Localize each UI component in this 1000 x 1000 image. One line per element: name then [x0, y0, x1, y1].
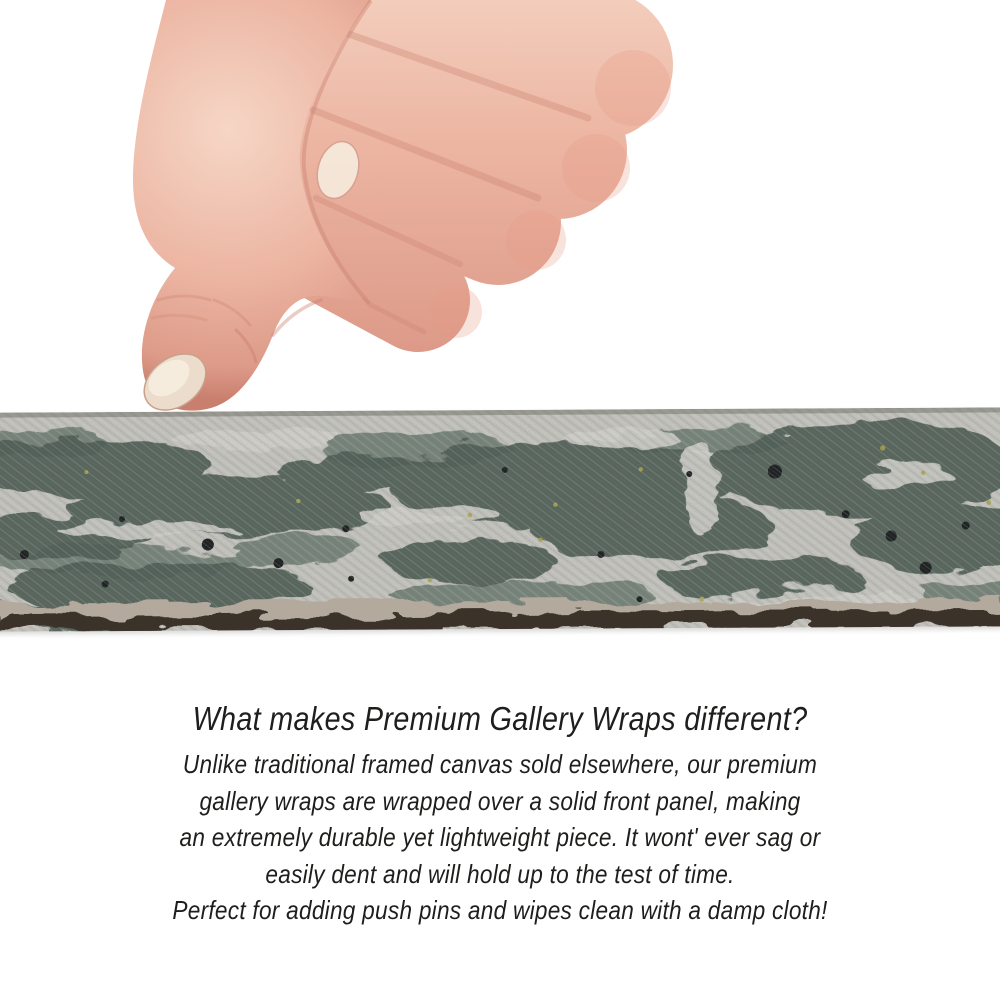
info-line: an extremely durable yet lightweight piece. It wont' ever sag or — [179, 822, 821, 852]
info-line: gallery wraps are wrapped over a solid front panel, making — [199, 785, 801, 816]
info-heading: What makes Premium Gallery Wraps different? — [192, 700, 808, 737]
hand-photo — [118, 0, 718, 420]
info-line: easily dent and will hold up to the test of time. — [265, 858, 735, 889]
info-line: Unlike traditional framed canvas sold elsewhere, our premium — [182, 749, 818, 779]
canvas-grain — [0, 407, 1000, 631]
canvas-strip — [0, 407, 1000, 631]
info-line: Perfect for adding push pins and wipes clean with a damp cloth! — [172, 895, 828, 925]
info-text-block — [0, 698, 1000, 929]
